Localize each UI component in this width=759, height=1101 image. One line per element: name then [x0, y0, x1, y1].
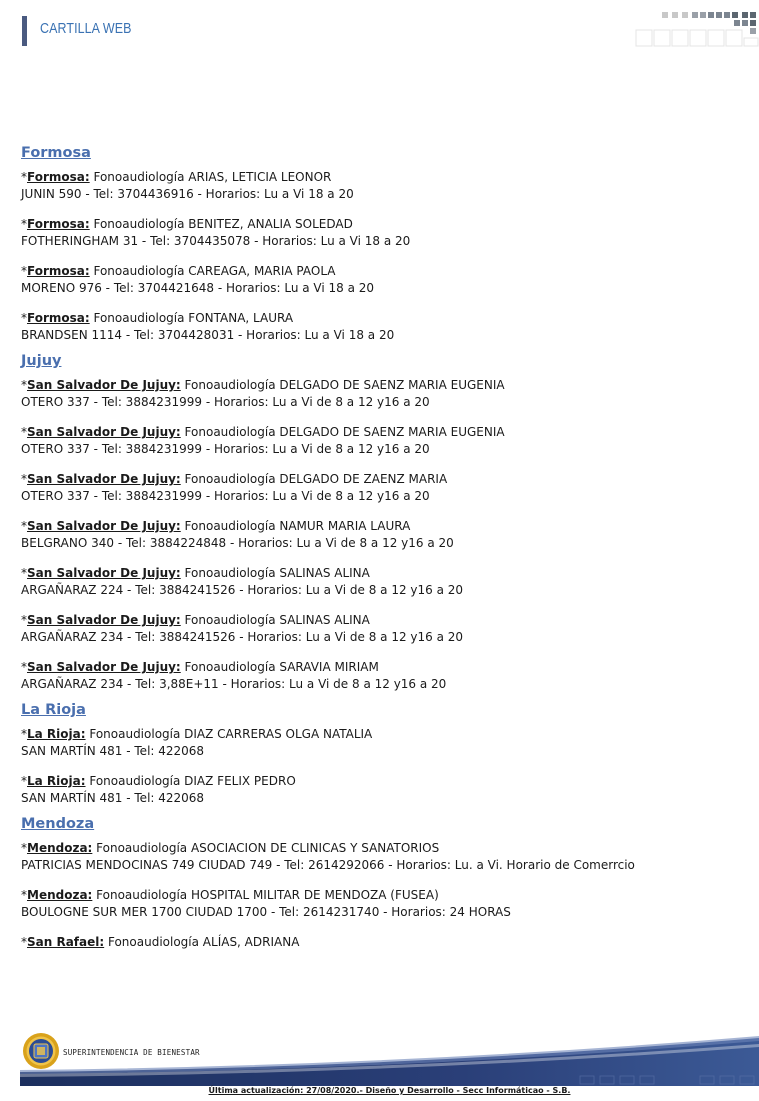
provider-entry: *La Rioja: Fonoaudiología DIAZ FELIX PEDRO SAN MARTÍN 481 - Tel: 422068	[21, 774, 296, 805]
entry-service: Fonoaudiología SARAVIA MIRIAM	[180, 660, 379, 674]
provider-entry: *Formosa: Fonoaudiología FONTANA, LAURA BRANDSEN 1114 - Tel: 3704428031 - Horarios: Lu a Vi 18 a 20	[21, 311, 395, 342]
entry-details: FOTHERINGHAM 31 - Tel: 3704435078 - Horarios: Lu a Vi 18 a 20	[21, 234, 411, 248]
entry-location: San Salvador De Jujuy:	[27, 519, 181, 533]
province-heading: La Rioja	[21, 702, 86, 718]
entry-location: La Rioja:	[27, 727, 86, 741]
provider-entry: *Formosa: Fonoaudiología ARIAS, LETICIA LEONOR JUNIN 590 - Tel: 3704436916 - Horarios: Lu a Vi 18 a 20	[21, 170, 354, 201]
provider-entry: *San Salvador De Jujuy: Fonoaudiología SALINAS ALINA ARGAÑARAZ 224 - Tel: 3884241526 - Horarios: Lu a Vi de 8 a 12 y16 a 20	[21, 566, 464, 597]
entry-location: San Salvador De Jujuy:	[27, 613, 181, 627]
provider-entry: *San Salvador De Jujuy: Fonoaudiología DELGADO DE SAENZ MARIA EUGENIA OTERO 337 - Tel: 3884231999 - Horarios: Lu a Vi de 8 a 12 y16 a 20	[21, 378, 505, 409]
entry-service: Fonoaudiología NAMUR MARIA LAURA	[180, 519, 411, 533]
entry-details: PATRICIAS MENDOCINAS 749 CIUDAD 749 - Tel: 2614292066 - Horarios: Lu. a Vi. Horario de Comerrcio	[21, 858, 635, 872]
entry-location: Mendoza:	[27, 841, 93, 855]
entry-location: San Salvador De Jujuy:	[27, 378, 181, 392]
entry-details: BOULOGNE SUR MER 1700 CIUDAD 1700 - Tel: 2614231740 - Horarios: 24 HORAS	[21, 905, 511, 919]
provider-entry: *San Salvador De Jujuy: Fonoaudiología DELGADO DE ZAENZ MARIA OTERO 337 - Tel: 3884231999 - Horarios: Lu a Vi de 8 a 12 y16 a 20	[21, 472, 448, 503]
entry-details: OTERO 337 - Tel: 3884231999 - Horarios: Lu a Vi de 8 a 12 y16 a 20	[21, 395, 430, 409]
provider-entry: *San Salvador De Jujuy: Fonoaudiología NAMUR MARIA LAURA BELGRANO 340 - Tel: 3884224848 - Horarios: Lu a Vi de 8 a 12 y16 a 20	[21, 519, 454, 550]
province-heading: Jujuy	[21, 353, 62, 369]
entry-service: Fonoaudiología SALINAS ALINA	[180, 566, 370, 580]
entry-location: Formosa:	[27, 264, 90, 278]
entry-service: Fonoaudiología DELGADO DE SAENZ MARIA EUGENIA	[180, 378, 505, 392]
section-jujuy	[21, 350, 746, 693]
entry-location: Mendoza:	[27, 888, 93, 902]
province-heading: Formosa	[21, 145, 91, 161]
entry-details: OTERO 337 - Tel: 3884231999 - Horarios: Lu a Vi de 8 a 12 y16 a 20	[21, 489, 430, 503]
section-formosa	[21, 142, 746, 344]
entry-location: San Rafael:	[27, 935, 105, 949]
entry-location: Formosa:	[27, 170, 90, 184]
provider-entry: *San Salvador De Jujuy: Fonoaudiología DELGADO DE SAENZ MARIA EUGENIA OTERO 337 - Tel: 3884231999 - Horarios: Lu a Vi de 8 a 12 y16 a 20	[21, 425, 505, 456]
entry-details: ARGAÑARAZ 234 - Tel: 3,88E+11 - Horarios: Lu a Vi de 8 a 12 y16 a 20	[21, 677, 447, 691]
footer-banner	[20, 1028, 759, 1086]
entry-location: Formosa:	[27, 311, 90, 325]
provider-entry: *Formosa: Fonoaudiología CAREAGA, MARIA PAOLA MORENO 976 - Tel: 3704421648 - Horarios: Lu a Vi 18 a 20	[21, 264, 375, 295]
provider-entry: *Formosa: Fonoaudiología BENITEZ, ANALIA SOLEDAD FOTHERINGHAM 31 - Tel: 3704435078 - Horarios: Lu a Vi 18 a 20	[21, 217, 411, 248]
entry-details: BRANDSEN 1114 - Tel: 3704428031 - Horarios: Lu a Vi 18 a 20	[21, 328, 395, 342]
entry-service: Fonoaudiología DIAZ CARRERAS OLGA NATALIA	[85, 727, 373, 741]
entry-service: Fonoaudiología SALINAS ALINA	[180, 613, 370, 627]
provider-entry: *San Salvador De Jujuy: Fonoaudiología SALINAS ALINA ARGAÑARAZ 234 - Tel: 3884241526 - Horarios: Lu a Vi de 8 a 12 y16 a 20	[21, 613, 464, 644]
entry-details: SAN MARTÍN 481 - Tel: 422068	[21, 791, 205, 805]
entry-service: Fonoaudiología ARIAS, LETICIA LEONOR	[89, 170, 332, 184]
entry-service: Fonoaudiología BENITEZ, ANALIA SOLEDAD	[89, 217, 353, 231]
entry-details: MORENO 976 - Tel: 3704421648 - Horarios: Lu a Vi 18 a 20	[21, 281, 375, 295]
province-heading: Mendoza	[21, 816, 95, 832]
entry-location: San Salvador De Jujuy:	[27, 660, 181, 674]
entry-service: Fonoaudiología DELGADO DE ZAENZ MARIA	[180, 472, 448, 486]
entry-location: Formosa:	[27, 217, 90, 231]
entry-service: Fonoaudiología CAREAGA, MARIA PAOLA	[89, 264, 336, 278]
entry-service: Fonoaudiología ALÍAS, ADRIANA	[104, 935, 300, 949]
seal-emblem-icon	[22, 1032, 60, 1070]
entry-location: San Salvador De Jujuy:	[27, 566, 181, 580]
entry-details: BELGRANO 340 - Tel: 3884224848 - Horarios: Lu a Vi de 8 a 12 y16 a 20	[21, 536, 454, 550]
section-mendoza	[21, 813, 746, 951]
entry-location: La Rioja:	[27, 774, 86, 788]
entry-service: Fonoaudiología DELGADO DE SAENZ MARIA EUGENIA	[180, 425, 505, 439]
provider-entry: *Mendoza: Fonoaudiología HOSPITAL MILITAR DE MENDOZA (FUSEA) BOULOGNE SUR MER 1700 CIUDAD 1700 - Tel: 2614231740 - Horarios: 24 HORAS	[21, 888, 511, 919]
page-footer	[20, 1028, 759, 1101]
entry-details: SAN MARTÍN 481 - Tel: 422068	[21, 744, 205, 758]
entry-service: Fonoaudiología DIAZ FELIX PEDRO	[85, 774, 296, 788]
organization-name: SUPERINTENDENCIA DE BIENESTAR	[63, 1048, 200, 1057]
entry-location: San Salvador De Jujuy:	[27, 425, 181, 439]
entry-service: Fonoaudiología FONTANA, LAURA	[89, 311, 294, 325]
entry-details: ARGAÑARAZ 234 - Tel: 3884241526 - Horarios: Lu a Vi de 8 a 12 y16 a 20	[21, 630, 464, 644]
entry-details: JUNIN 590 - Tel: 3704436916 - Horarios: Lu a Vi 18 a 20	[21, 187, 354, 201]
provider-listing	[21, 142, 746, 964]
provider-entry: *La Rioja: Fonoaudiología DIAZ CARRERAS OLGA NATALIA SAN MARTÍN 481 - Tel: 422068	[21, 727, 373, 758]
header-title: CARTILLA WEB	[40, 21, 132, 37]
entry-details: ARGAÑARAZ 224 - Tel: 3884241526 - Horarios: Lu a Vi de 8 a 12 y16 a 20	[21, 583, 464, 597]
entry-service: Fonoaudiología HOSPITAL MILITAR DE MENDOZA (FUSEA)	[92, 888, 439, 902]
header-decoration-squares	[634, 8, 759, 48]
entry-details: OTERO 337 - Tel: 3884231999 - Horarios: Lu a Vi de 8 a 12 y16 a 20	[21, 442, 430, 456]
provider-entry: *Mendoza: Fonoaudiología ASOCIACION DE CLINICAS Y SANATORIOS PATRICIAS MENDOCINAS 749 CIUDAD 749 - Tel: 2614292066 - Horarios: Lu. a Vi. Horario de Comerrcio	[21, 841, 635, 872]
section-la-rioja	[21, 699, 746, 807]
header-accent-bar	[22, 16, 27, 46]
entry-location: San Salvador De Jujuy:	[27, 472, 181, 486]
entry-service: Fonoaudiología ASOCIACION DE CLINICAS Y SANATORIOS	[92, 841, 440, 855]
provider-entry: *San Rafael: Fonoaudiología ALÍAS, ADRIANA	[21, 935, 300, 949]
page-header	[0, 0, 759, 60]
provider-entry: *San Salvador De Jujuy: Fonoaudiología SARAVIA MIRIAM ARGAÑARAZ 234 - Tel: 3,88E+11 - Horarios: Lu a Vi de 8 a 12 y16 a 20	[21, 660, 447, 691]
last-update-text: Última actualización: 27/08/2020.- Diseño y Desarrollo - Secc Informáticao - S.B.	[208, 1086, 571, 1095]
